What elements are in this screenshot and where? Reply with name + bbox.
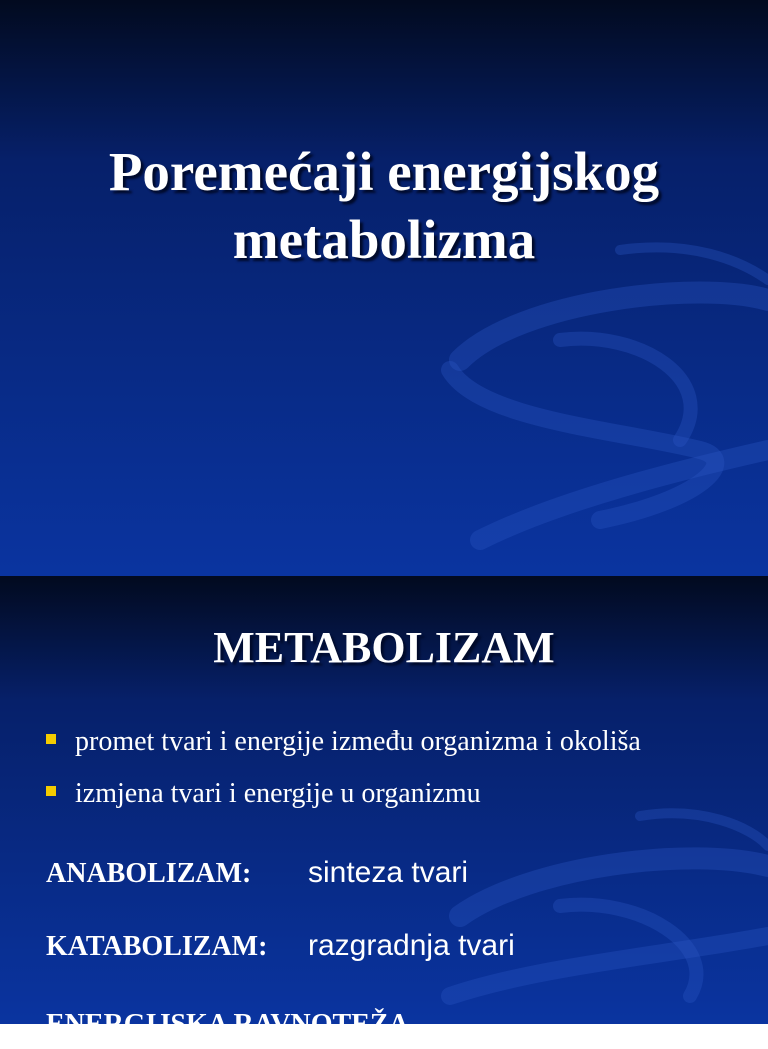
- bullet-item: [46, 768, 641, 820]
- yellow-square-bullet-icon: [46, 734, 56, 744]
- bullet-text: izmjena tvari i energije u organizmu: [75, 778, 481, 809]
- slide-title-line-2: metabolizma: [232, 209, 536, 270]
- definition-anabolizam: [46, 856, 468, 896]
- bullet-item: [46, 716, 641, 768]
- definition-term: KATABOLIZAM:: [46, 931, 268, 962]
- metabolism-slide: [0, 576, 768, 1040]
- slide-title: [0, 138, 768, 274]
- definition-katabolizam: [46, 929, 515, 969]
- definition-term: ANABOLIZAM:: [46, 858, 252, 889]
- slide-title: METABOLIZAM: [213, 623, 555, 672]
- definition-energijska-ravnoteza: [46, 1009, 409, 1049]
- definition-value: razgradnja tvari: [308, 929, 515, 962]
- bullet-text: promet tvari i energije između organizma i okoliša: [75, 726, 641, 757]
- definition-value: sinteza tvari: [308, 856, 469, 889]
- definition-term: ENERGIJSKA RAVNOTEŽA: [46, 1009, 409, 1040]
- slide-title-line-1: Poremećaji energijskog: [108, 141, 660, 202]
- bullet-list: [46, 716, 641, 820]
- yellow-square-bullet-icon: [46, 786, 56, 796]
